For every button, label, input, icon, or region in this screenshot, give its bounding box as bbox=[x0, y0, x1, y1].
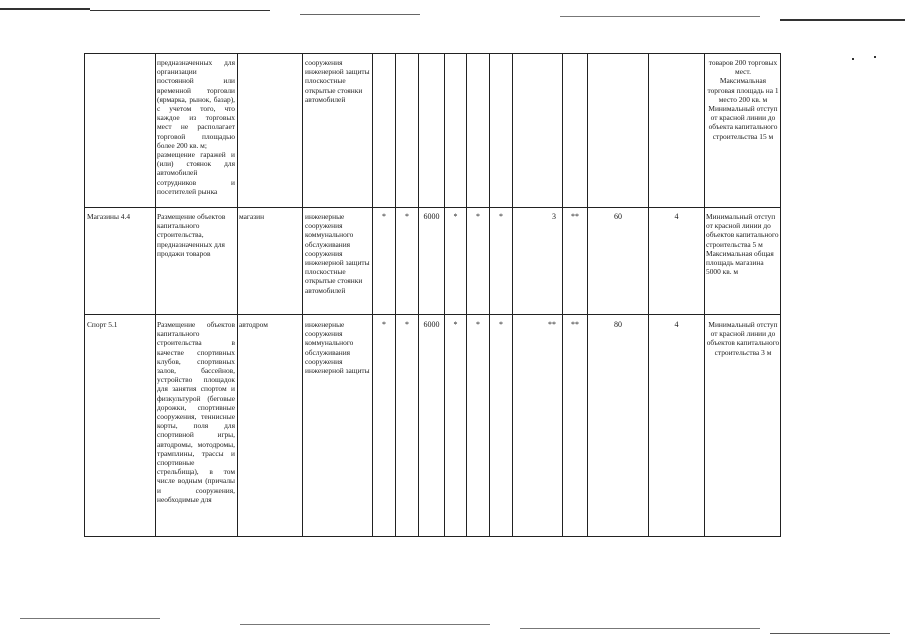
row-1-mark-10: 4 bbox=[674, 212, 679, 221]
row-1-mark-3: 6000 bbox=[423, 212, 440, 221]
row-2-main-use: автодром bbox=[239, 320, 268, 329]
column-divider bbox=[587, 54, 588, 536]
row-1-auxiliary: инженерные сооружения коммунального обслуживания сооружения инженерной защиты плоскостные открытые стоянки автомобилей bbox=[305, 212, 370, 295]
scan-artifact-line bbox=[300, 14, 420, 15]
column-divider bbox=[466, 54, 467, 536]
column-divider bbox=[704, 54, 705, 536]
scan-artifact-line bbox=[90, 10, 270, 11]
scan-artifact-line bbox=[770, 633, 890, 634]
row-2-mark-1: * bbox=[382, 320, 386, 329]
row-1-name: Магазины 4.4 bbox=[87, 212, 131, 221]
land-use-table bbox=[84, 53, 781, 537]
column-divider bbox=[562, 54, 563, 536]
scan-artifact-line bbox=[0, 8, 90, 10]
column-divider bbox=[155, 54, 156, 536]
row-2-mark-10: 4 bbox=[674, 320, 679, 329]
column-divider bbox=[648, 54, 649, 536]
row-1-main-use: магазин bbox=[239, 212, 265, 221]
row-2-auxiliary: инженерные сооружения коммунального обслуживания сооружения инженерной защиты bbox=[305, 320, 370, 376]
row-1-mark-6: * bbox=[499, 212, 503, 221]
row-2-mark-9: 80 bbox=[614, 320, 622, 329]
row-1-mark-9: 60 bbox=[614, 212, 622, 221]
row-1-notes: Минимальный отступ от красной линии до объектов капитального строительства 5 м Максимальная общая площадь магазина 5000 кв. м bbox=[706, 212, 779, 277]
row-1-mark-5: * bbox=[476, 212, 480, 221]
column-divider bbox=[302, 54, 303, 536]
row-2-notes: Минимальный отступ от красной линии до объектов капитального строительства 3 м bbox=[706, 320, 780, 357]
scan-artifact-line bbox=[240, 624, 490, 625]
column-divider bbox=[489, 54, 490, 536]
row-1-mark-1: * bbox=[382, 212, 386, 221]
row-2-mark-5: * bbox=[476, 320, 480, 329]
row-2-mark-6: * bbox=[499, 320, 503, 329]
row-2-mark-2: * bbox=[405, 320, 409, 329]
scan-artifact-line bbox=[520, 628, 760, 629]
row-divider bbox=[85, 207, 780, 208]
row-1-mark-2: * bbox=[405, 212, 409, 221]
column-divider bbox=[444, 54, 445, 536]
column-divider bbox=[418, 54, 419, 536]
row-2-mark-7: ** bbox=[548, 320, 556, 329]
column-divider bbox=[512, 54, 513, 536]
row-1-mark-8: ** bbox=[571, 212, 579, 221]
scan-artifact-line bbox=[560, 16, 760, 17]
column-divider bbox=[372, 54, 373, 536]
row-2-name: Спорт 5.1 bbox=[87, 320, 118, 329]
column-divider bbox=[237, 54, 238, 536]
row-1-mark-4: * bbox=[453, 212, 458, 221]
row-0-description: предназначенных для организации постоянной или временной торговли (ярмарка, рынок, базар), с учетом того, что каждое из торговых мест не располагает торговой площадью более 200 кв. м; размещение гаражей и (или) стоянок для автомобилей сотрудников и посетителей рынка bbox=[157, 58, 235, 196]
row-2-mark-3: 6000 bbox=[423, 320, 440, 329]
row-divider bbox=[85, 314, 780, 315]
scan-artifact-dot bbox=[874, 56, 876, 58]
row-2-mark-4: * bbox=[453, 320, 458, 329]
row-1-mark-7: 3 bbox=[552, 212, 556, 221]
scan-artifact-line bbox=[20, 618, 160, 619]
row-2-description: Размещение объектов капитального строительства в качестве спортивных клубов, спортивных залов, бассейнов, устройство площадок для занятия спортом и физкультурой (беговые дорожки, спортивные сооружения, теннисные корты, поля для спортивной игры, автодромы, мотодромы, трамплины, трассы и спортивные стрельбища), в том числе водным (причалы и сооружения, необходимые для bbox=[157, 320, 235, 504]
scan-artifact-dot bbox=[852, 58, 854, 60]
row-2-mark-8: ** bbox=[571, 320, 579, 329]
row-1-description: Размещение объектов капитального строительства, предназначенных для продажи товаров bbox=[157, 212, 226, 258]
row-0-notes: товаров 200 торговых мест. Максимальная торговая площадь на 1 место 200 кв. м Минимальный отступ от красной линии до объекта капитального строительства 15 м bbox=[707, 58, 779, 141]
column-divider bbox=[395, 54, 396, 536]
scan-artifact-line bbox=[780, 19, 905, 21]
row-0-auxiliary: сооружения инженерной защиты плоскостные открытые стоянки автомобилей bbox=[305, 58, 370, 104]
